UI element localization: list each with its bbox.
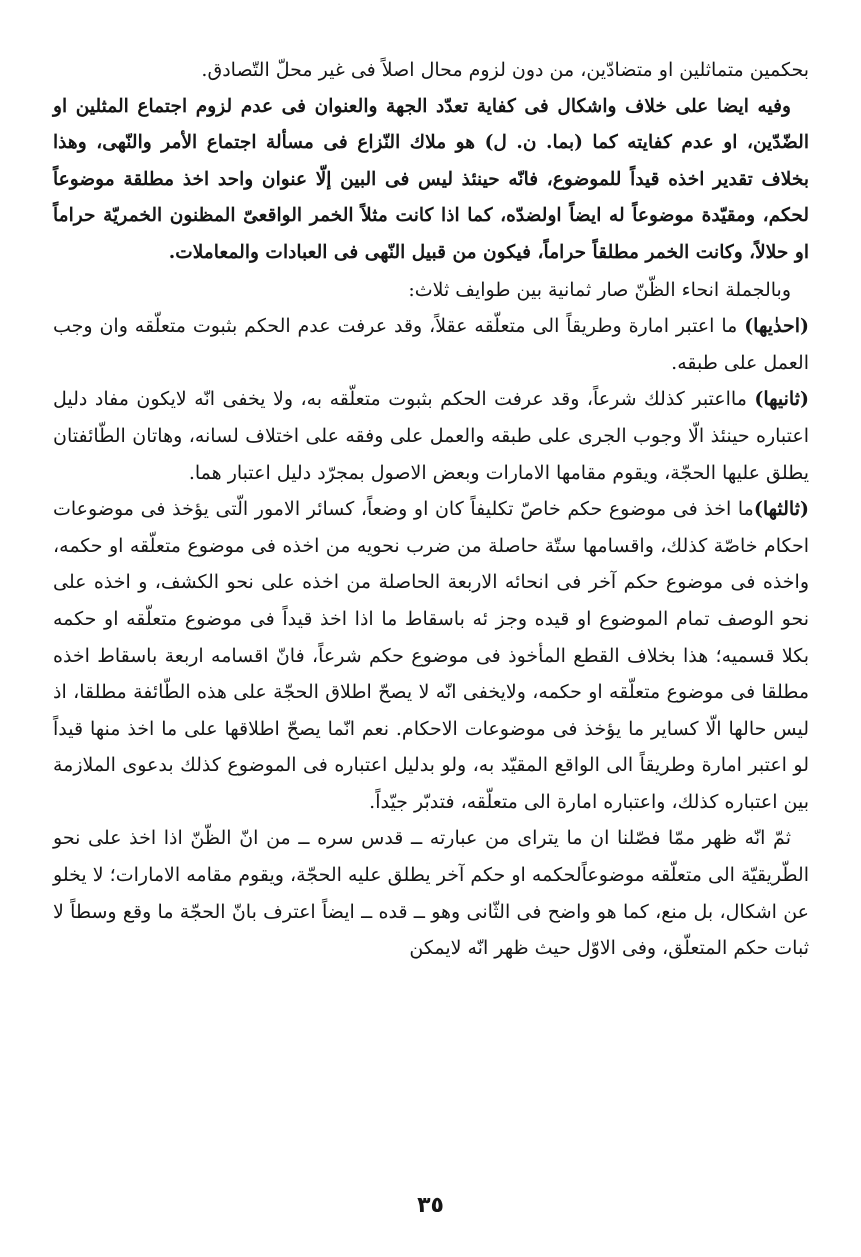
paragraph-text: وفيه ايضا على خلاف واشكال فى كفاية تعدّد الجهة والعنوان فى عدم لزوم اجتماع المثلين او الضّدّين، او عدم كفايته كما (بما. ن. ل) هو ملاك النّزاع فى مسألة اجتماع الأمر والنّهى، وهذا بخلاف تقدير اخذه قيداً للموضوع، فانّه حينئذ ليس فى البين إلّا عنوان واحد اخذ مطلقة موضوعاً لحكم، ومقيّدة موضوعاً له ايضاً اولضدّه، كما اذا كانت مثلاً الخمر الواقعىّ المظنون الخمريّة حراماً او حلالاً، وكانت الخمر مطلقاً حراماً، فيكون من قبيل النّهى فى العبادات والمعاملات. xyxy=(53,95,809,263)
document-page xyxy=(53,52,809,967)
paragraph-text: مااعتبر كذلك شرعاً، وقد عرفت الحكم بثبوت متعلّقه به، ولا يخفى انّه لايكون مفاد دليل اعتباره حينئذ الّا وجوب الجرى على طبقه والعمل على وفقه على اختلاف لسانه، وهاتان الطّائفتان يطلق عليها الحجّة، ويقوم مقامها الامارات وبعض الاصول بمجرّد دليل اعتبار هما. xyxy=(53,388,809,484)
paragraph-lead: (احدٰيها) xyxy=(744,315,809,338)
paragraph-first-type xyxy=(53,308,809,381)
paragraph-bold-discussion xyxy=(53,89,809,272)
paragraph-continuation xyxy=(53,52,809,89)
paragraph-lead: (ثانيها) xyxy=(754,388,809,411)
paragraph-lead: (ثالثها) xyxy=(753,498,809,521)
paragraph-text: ما اعتبر امارة وطريقاً الى متعلّقه عقلاً، وقد عرفت عدم الحكم بثبوت متعلّقه وان وجب العمل على طبقه. xyxy=(53,315,809,374)
paragraph-second-type xyxy=(53,381,809,491)
paragraph-summary xyxy=(53,272,809,309)
page-number: ٣٥ xyxy=(417,1193,444,1218)
paragraph-third-type xyxy=(53,491,809,820)
paragraph-text: ما اخذ فى موضوع حكم خاصّ تكليفاً كان او وضعاً، كسائر الامور الّتى يؤخذ فى موضوعات احكام خاصّة كذلك، واقسامها ستّة حاصلة من ضرب نحويه من اخذه فى موضوع متعلّقه او حكمه، واخذه فى موضوع حكم آخر فى انحائه الاربعة الحاصلة من اخذه على نحو الكشف، و اخذه على نحو الوصف تمام الموضوع او قيده وجز ئه باسقاط ما اذا اخذ قيداً فى موضوع متعلّقه او حكمه بكلا قسميه؛ هذا بخلاف القطع المأخوذ فى موضوع حكم شرعاً، فانّ اقسامه اربعة باسقاط اخذه مطلقا فى موضوع متعلّقه او حكمه، ولايخفى انّه لا يصحّ اطلاق الحجّة على هذه الطّائفة مطلقا، اذ ليس حالها الّا كساير ما يؤخذ فى موضوعات الاحكام. نعم انّما يصحّ اطلاقها على ما اخذ منها قيداً لو اعتبر امارة وطريقاً الى الواقع المقيّد به، ولو بدليل اعتباره فى الموضوع كذلك بدعوى الملازمة بين اعتباره كذلك، واعتباره امارة الى متعلّقه، فتدبّر جيّداً. xyxy=(53,498,809,813)
paragraph-conclusion xyxy=(53,820,809,966)
paragraph-text: ثمّ انّه ظهر ممّا فصّلنا ان ما يترای من عبارته ــ قدس سره ــ من انّ الظّنّ اذا اخذ على نحو الطّريقيّة الى متعلّقه موضوعاًلحكمه او حكم آخر يطلق عليه الحجّة، ويقوم مقامه الامارات؛ لا يخلو عن اشكال، بل منع، كما هو واضح فى الثّانى وهو ــ قده ــ ايضاً اعترف بانّ الحجّة ما وقع وسطاً لا ثبات حكم المتعلّق، وفى الاوّل حيث ظهر انّه لايمكن xyxy=(53,827,809,960)
paragraph-text: وبالجملة انحاء الظّنّ صار ثمانية بين طوايف ثلاث: xyxy=(408,278,791,301)
paragraph-text: بحكمين متماثلين او متضادّين، من دون لزوم محال اصلاً فى غير محلّ التّصادق. xyxy=(201,59,809,81)
